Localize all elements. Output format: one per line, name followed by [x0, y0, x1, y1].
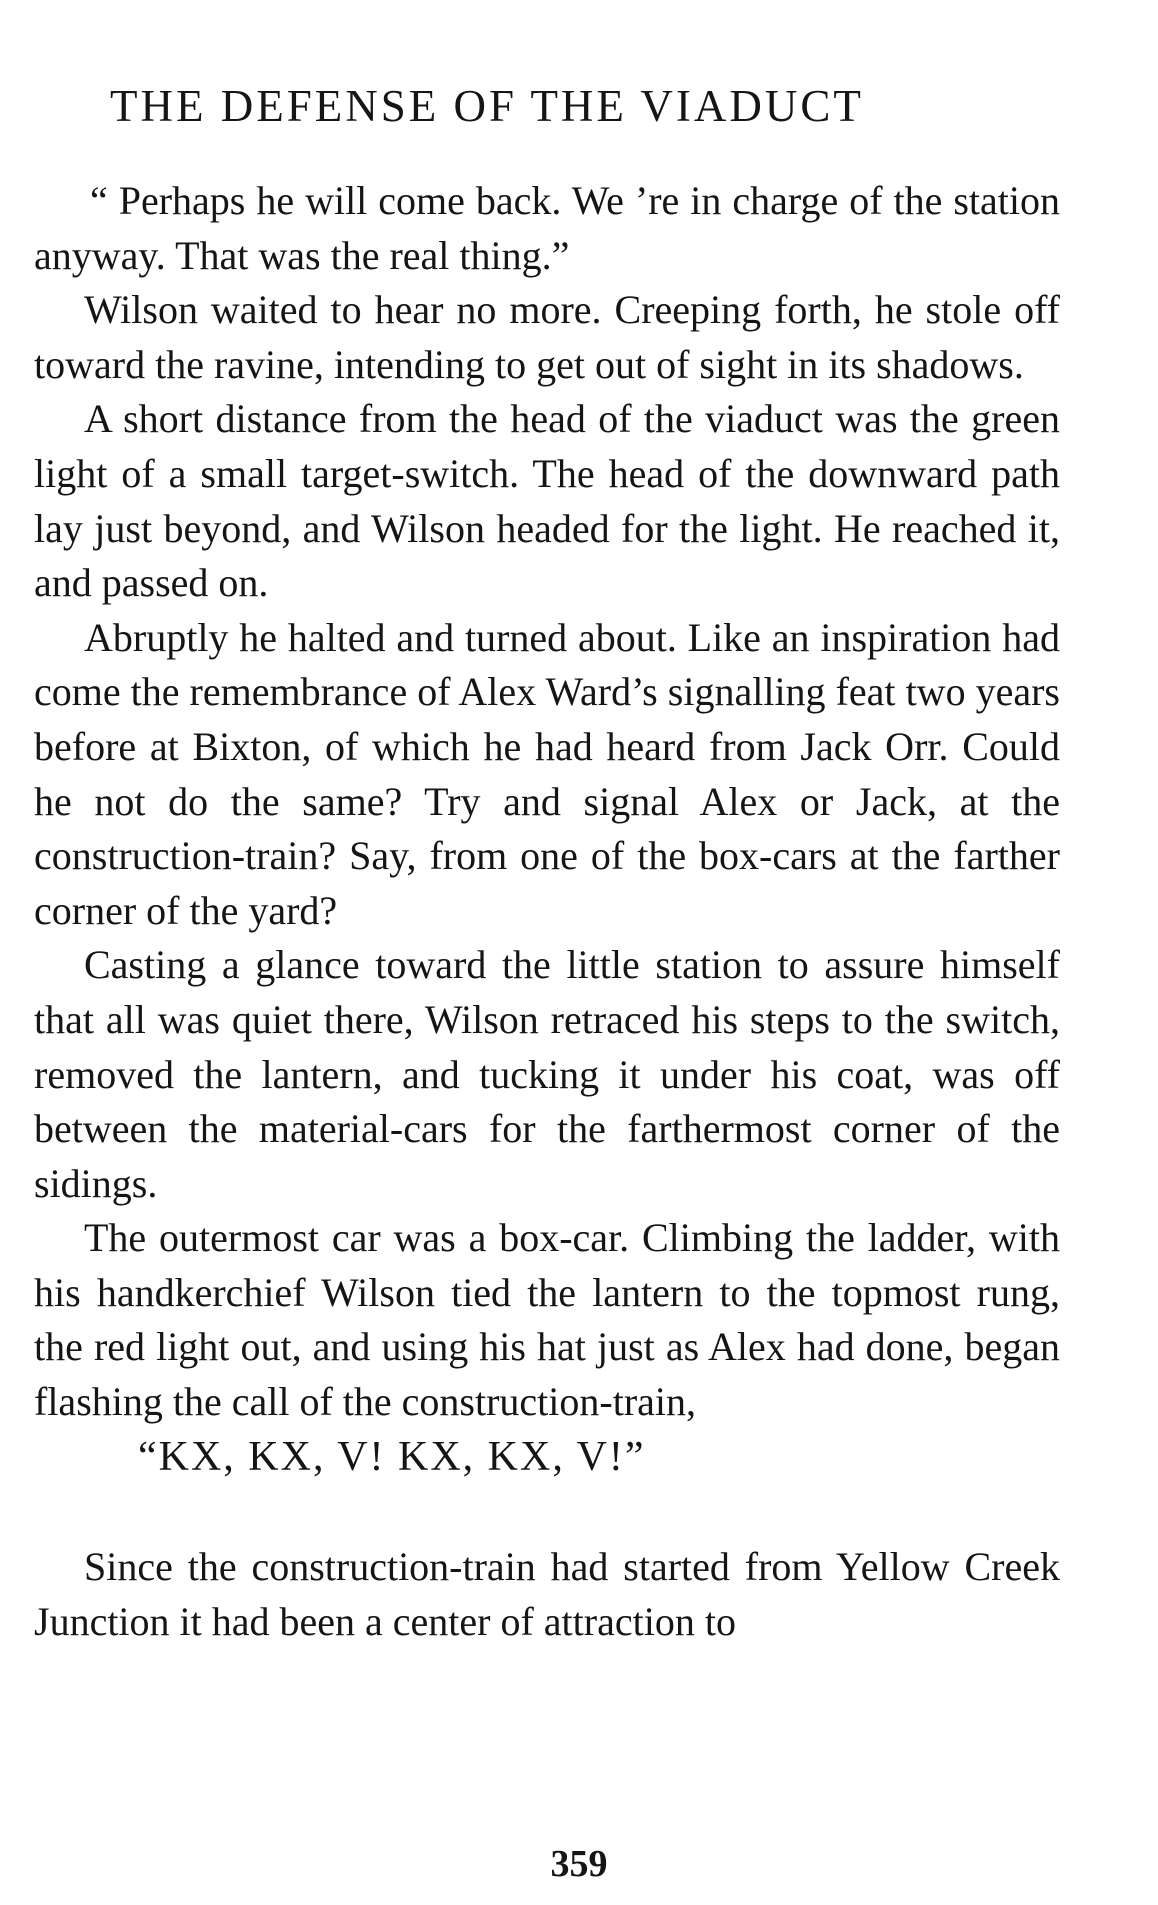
paragraph: “ Perhaps he will come back. We ’re in charge of the station anyway. That was the real thing.”	[34, 178, 1060, 278]
paragraph: Casting a glance toward the little station to assure himself that all was quiet there, Wilson retraced his steps to the switch, removed the lantern, and tucking it under his coat, was off between the material-cars for the farthermost corner of the sidings.	[34, 942, 1060, 1206]
paragraph: The outermost car was a box-car. Climbing the ladder, with his handkerchief Wilson tied the lantern to the topmost rung, the red light out, and using his hat just as Alex had done, began flashing the call of the construction-train,	[34, 1215, 1060, 1425]
paragraph: Abruptly he halted and turned about. Like an inspiration had come the remembrance of Alex Ward’s signalling feat two years before at Bixton, of which he had heard from Jack Orr. Could he not do the same? Try and signal Alex or Jack, at the construction-train? Say, from one of the box-cars at the farther corner of the yard?	[34, 614, 1060, 933]
page-number: 359	[550, 1843, 608, 1885]
section-break	[34, 1484, 1060, 1540]
paragraph: Since the construction-train had started from Yellow Creek Junction it had been a center of attraction to	[34, 1544, 1060, 1644]
paragraph: Wilson waited to hear no more. Creeping forth, he stole off toward the ravine, intending to get out of sight in its shadows.	[34, 287, 1060, 387]
body-text	[34, 174, 1060, 1649]
paragraph: A short distance from the head of the viaduct was the green light of a small target-switch. The head of the downward path lay just beyond, and Wilson headed for the light. He reached it, and passed on.	[34, 396, 1060, 606]
running-head: THE DEFENSE OF THE VIADUCT	[110, 81, 864, 131]
signal-call: “KX, KX, V! KX, KX, V!”	[138, 1433, 646, 1480]
